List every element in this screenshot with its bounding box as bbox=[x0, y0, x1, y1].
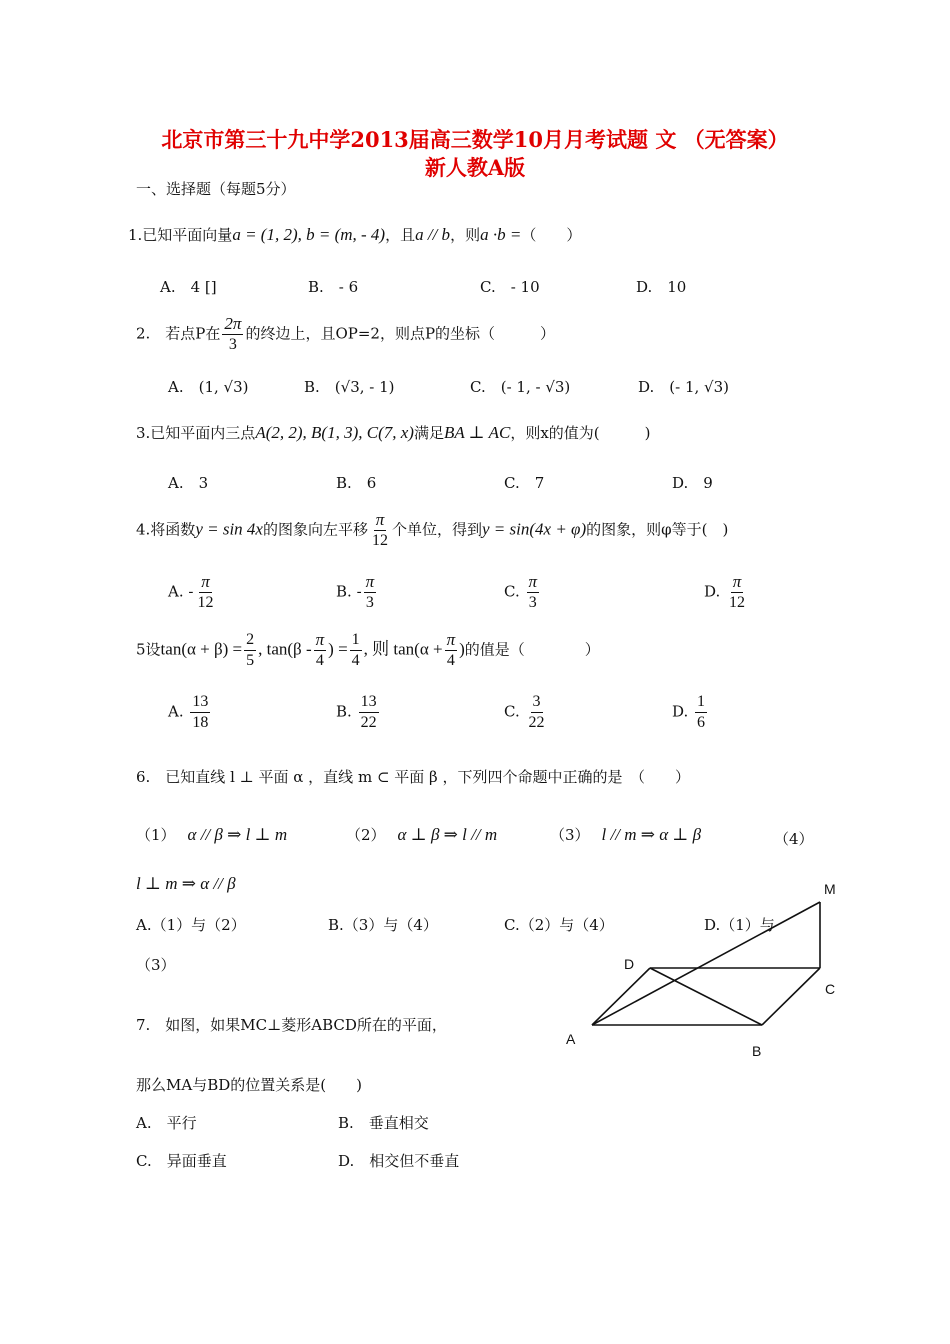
statement-label: （1） bbox=[136, 826, 176, 844]
q6-option-a: A.（1）与（2） bbox=[136, 916, 246, 934]
q2-text: 2. 若点P在 bbox=[136, 324, 221, 343]
q1-option-d: D. 10 bbox=[636, 278, 687, 296]
question-6: 6. 已知直线 l ⊥ 平面 α ，直线 m ⊂ 平面 β ，下列四个命题中正确的是 （ ） bbox=[136, 768, 690, 786]
frac-num: π bbox=[201, 572, 210, 591]
q6-option-b: B.（3）与（4） bbox=[328, 916, 438, 934]
statement-math: α ⊥ β ⇒ l // m bbox=[397, 825, 498, 844]
q1-option-a: A. 4 [] bbox=[160, 278, 217, 296]
q2-option-b: B. (√3, - 1) bbox=[304, 378, 395, 396]
frac-num: 3 bbox=[531, 692, 543, 713]
option-label: B. bbox=[336, 582, 352, 601]
question-7: 7. 如图，如果MC⊥菱形ABCD所在的平面， bbox=[136, 1016, 447, 1034]
frac-den: 18 bbox=[192, 714, 209, 731]
label-d: D bbox=[624, 956, 635, 972]
question-5 bbox=[136, 630, 600, 671]
q2-option-a: A. (1, √3) bbox=[168, 378, 249, 396]
q4-frac-den: 12 bbox=[371, 532, 388, 549]
q3-option-a: A. 3 bbox=[168, 474, 209, 492]
q1-option-c: C. - 10 bbox=[480, 278, 540, 296]
q4-frac-num: π bbox=[375, 510, 385, 529]
question-2 bbox=[136, 314, 555, 355]
q1-option-b: B. - 6 bbox=[308, 278, 359, 296]
q5-frac3-num: 1 bbox=[350, 630, 362, 651]
label-a: A bbox=[566, 1031, 576, 1047]
q5-frac1-num: 2 bbox=[244, 630, 256, 651]
q7-option-d: D. 相交但不垂直 bbox=[338, 1152, 460, 1170]
q6-option-c: C.（2）与（4） bbox=[504, 916, 614, 934]
statement-math: α // β ⇒ l ⊥ m bbox=[187, 825, 288, 844]
frac-den: 3 bbox=[528, 594, 537, 611]
option-label: C. bbox=[504, 702, 520, 721]
label-b: B bbox=[752, 1043, 762, 1059]
label-m: M bbox=[824, 881, 836, 897]
q5-frac4-num: π bbox=[446, 630, 456, 649]
q4-text-mid: 的图象向左平移 bbox=[262, 520, 368, 539]
q5-math-3: ) = bbox=[328, 639, 348, 659]
frac-num: π bbox=[528, 572, 538, 591]
q5-frac2-num: π bbox=[315, 630, 325, 649]
section-heading: 一、选择题（每题5分） bbox=[136, 180, 296, 198]
q5-math-4: , 则 tan(α + bbox=[363, 639, 443, 659]
option-sign: - bbox=[356, 582, 362, 601]
q1-text: 1.已知平面向量 bbox=[128, 226, 233, 244]
q5-math-2: , tan(β - bbox=[258, 639, 312, 659]
q5-frac2-den: 4 bbox=[315, 652, 324, 669]
frac-den: 12 bbox=[197, 594, 214, 611]
q6-statement-4-label: （4） bbox=[774, 830, 814, 848]
q3-option-c: C. 7 bbox=[504, 474, 545, 492]
rhombus-pyramid-figure bbox=[560, 876, 850, 1066]
q3-text: 3.已知平面内三点 bbox=[136, 424, 256, 442]
q4-option-b bbox=[336, 572, 378, 613]
statement-label: （2） bbox=[346, 826, 386, 844]
q6-option-d-continued: （3） bbox=[136, 956, 176, 974]
q5-text: 5设 bbox=[136, 640, 161, 659]
q4-math-func2: y = sin(4x + φ) bbox=[482, 519, 587, 539]
q2-text-post: 的终边上，且OP=2，则点P的坐标（ ） bbox=[245, 324, 556, 343]
option-label: C. bbox=[504, 582, 520, 601]
frac-den: 3 bbox=[365, 594, 374, 611]
option-label: D. bbox=[704, 582, 721, 601]
q1-math-dot: a ·b = bbox=[480, 225, 522, 244]
q7-option-b: B. 垂直相交 bbox=[338, 1114, 429, 1132]
option-sign: - bbox=[188, 582, 194, 601]
q5-math-5: ) bbox=[459, 639, 465, 659]
q4-option-a bbox=[168, 572, 217, 613]
q1-math-vectors: a = (1, 2), b = (m, - 4) bbox=[232, 225, 386, 244]
q5-option-b bbox=[336, 692, 381, 733]
q4-option-c bbox=[504, 572, 541, 613]
q1-math-parallel: a // b bbox=[415, 225, 451, 244]
edge-ad bbox=[592, 968, 650, 1025]
edge-cb bbox=[762, 968, 820, 1025]
q6-statement-4: l ⊥ m ⇒ α // β bbox=[136, 874, 236, 893]
q2-frac-den: 3 bbox=[228, 336, 237, 353]
frac-num: 13 bbox=[359, 692, 379, 713]
q5-option-c bbox=[504, 692, 549, 733]
q4-text: 4.将函数 bbox=[136, 520, 196, 539]
frac-num: 1 bbox=[695, 692, 707, 713]
q6-statement-2 bbox=[346, 824, 497, 845]
question-1 bbox=[128, 224, 581, 245]
frac-den: 22 bbox=[360, 714, 377, 731]
q7-option-a: A. 平行 bbox=[136, 1114, 197, 1132]
q5-frac1-den: 5 bbox=[246, 652, 255, 669]
q4-option-d bbox=[704, 572, 749, 613]
frac-den: 12 bbox=[729, 594, 746, 611]
option-label: A. bbox=[168, 702, 184, 721]
option-label: B. bbox=[336, 702, 352, 721]
q6-option-d: D.（1）与 bbox=[704, 916, 775, 934]
frac-num: 13 bbox=[190, 692, 210, 713]
q4-text-mid2: 个单位，得到 bbox=[391, 520, 482, 539]
q3-option-d: D. 9 bbox=[672, 474, 713, 492]
q1-text-mid: ，且 bbox=[385, 226, 416, 244]
q2-option-c: C. (- 1, - √3) bbox=[470, 378, 571, 396]
question-3 bbox=[136, 422, 651, 443]
question-4 bbox=[136, 510, 728, 551]
frac-den: 6 bbox=[697, 714, 706, 731]
q5-option-d bbox=[672, 692, 709, 733]
q3-math-perp: BA ⊥ AC bbox=[443, 423, 511, 442]
q6-statement-3 bbox=[550, 824, 701, 845]
diagonal-bd bbox=[650, 968, 762, 1025]
q5-option-a bbox=[168, 692, 212, 733]
q5-text-post: 的值是（ ） bbox=[464, 640, 600, 659]
q1-paren: （ ） bbox=[521, 226, 582, 244]
label-c: C bbox=[825, 981, 836, 997]
statement-label: （3） bbox=[550, 826, 590, 844]
frac-num: π bbox=[732, 572, 742, 591]
q5-frac4-den: 4 bbox=[446, 652, 455, 669]
q7-option-c: C. 异面垂直 bbox=[136, 1152, 227, 1170]
q3-text-post: ，则x的值为( ) bbox=[510, 424, 651, 442]
q5-math-1: tan(α + β) = bbox=[160, 639, 243, 659]
frac-num: π bbox=[365, 572, 375, 591]
q3-option-b: B. 6 bbox=[336, 474, 377, 492]
document-subtitle: 新人教A版 bbox=[424, 155, 526, 180]
option-label: D. bbox=[672, 702, 689, 721]
statement-math: l // m ⇒ α ⊥ β bbox=[601, 825, 702, 844]
document-title: 北京市第三十九中学2013届高三数学10月月考试题 文 （无答案） bbox=[161, 127, 789, 152]
q1-text-mid2: ，则 bbox=[450, 226, 481, 244]
q4-math-func: y = sin 4x bbox=[195, 519, 263, 539]
frac-den: 22 bbox=[528, 714, 545, 731]
q2-frac-num: 2π bbox=[224, 314, 242, 333]
q6-statement-1 bbox=[136, 824, 287, 845]
question-7-cont: 那么MA与BD的位置关系是( ) bbox=[136, 1076, 362, 1094]
q3-math-points: A(2, 2), B(1, 3), C(7, x) bbox=[255, 423, 414, 442]
q2-option-d: D. (- 1, √3) bbox=[638, 378, 729, 396]
option-label: A. bbox=[168, 582, 184, 601]
q4-text-post: 的图象，则φ等于( ) bbox=[586, 520, 729, 539]
q5-frac3-den: 4 bbox=[351, 652, 360, 669]
q3-text-mid: 满足 bbox=[413, 424, 444, 442]
